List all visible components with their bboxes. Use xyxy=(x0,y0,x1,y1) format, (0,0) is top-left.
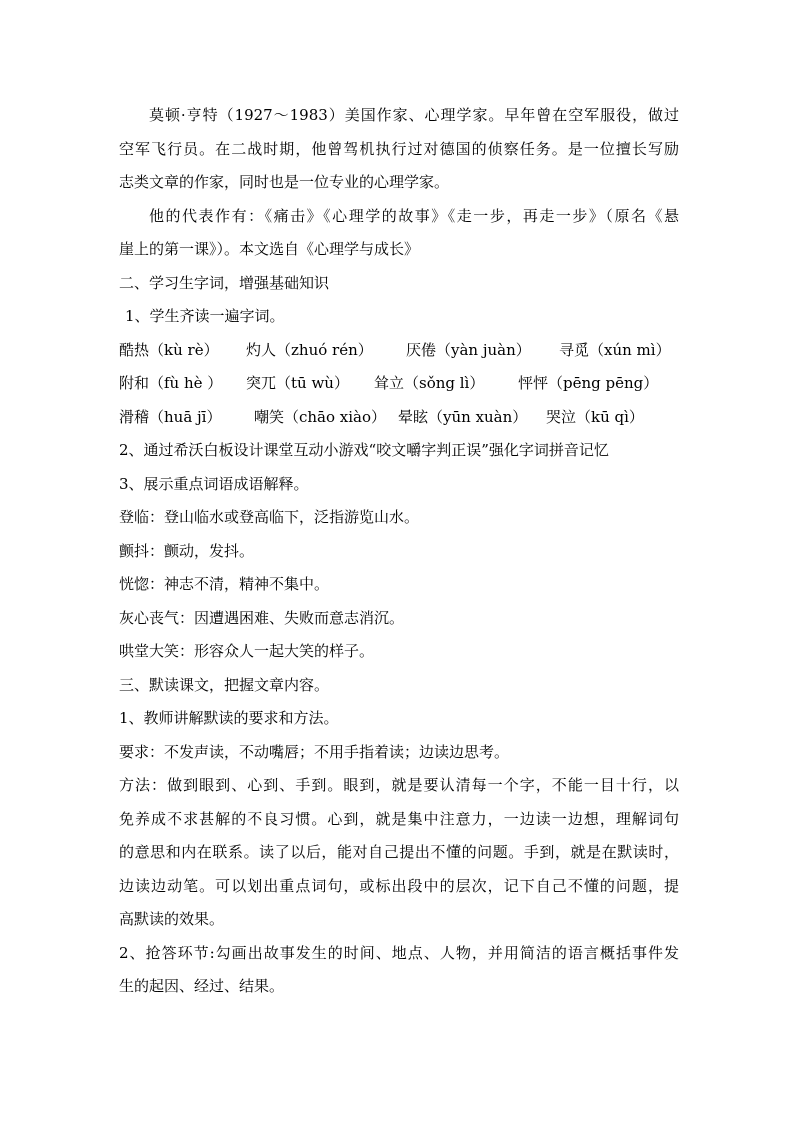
vocab-item: 晕眩（yūn xuàn） xyxy=(398,407,528,426)
method-paragraph-line: 高默读的效果。 xyxy=(119,910,225,928)
step-text: 1、学生齐读一遍字词。 xyxy=(125,307,285,325)
definition-item: 灰心丧气：因遭遇困难、失败而意志消沉。 xyxy=(119,608,405,627)
vocab-item: 嘲笑（chāo xiào） xyxy=(254,407,387,426)
quiz-step-line: 2、抢答环节:勾画出故事发生的时间、地点、人物，并用简洁的语言概括事件发 xyxy=(119,943,679,962)
definition-item: 登临：登山临水或登高临下，泛指游览山水。 xyxy=(119,508,420,526)
section-heading: 三、默读课文，把握文章内容。 xyxy=(119,675,330,694)
works-paragraph-line: 他的代表作有：《痛击》《心理学的故事》《走一步，再走一步》（原名《悬 xyxy=(149,206,679,225)
definition-item: 哄堂大笑：形容众人一起大笑的样子。 xyxy=(119,642,375,660)
vocab-item: 灼人（zhuó rén） xyxy=(246,340,373,359)
vocab-item: 怦怦（pēng pēng） xyxy=(518,374,659,392)
section-heading: 二、学习生字词，增强基础知识 xyxy=(119,273,330,292)
step-text: 1、教师讲解默读的要求和方法。 xyxy=(119,709,339,727)
quiz-step-line: 生的起因、经过、结果。 xyxy=(119,977,285,995)
works-paragraph-line: 崖上的第一课》）。本文选自《心理学与成长》 xyxy=(119,240,420,258)
intro-paragraph-line: 莫顿·亨特（1927～1983）美国作家、心理学家。早年曾在空军服役，做过 xyxy=(149,106,679,124)
method-paragraph-line: 的意思和内在联系。读了以后，能对自己提出不懂的问题。手到，就是在默读时， xyxy=(119,843,679,861)
vocab-item: 耸立（sǒng lì） xyxy=(374,374,485,392)
vocab-row xyxy=(119,334,679,368)
method-paragraph-line: 边读边动笔。可以划出重点词句，或标出段中的层次，记下自己不懂的问题，提 xyxy=(119,876,679,895)
document-body xyxy=(119,99,679,1004)
vocab-row xyxy=(119,401,679,435)
method-paragraph-line: 免养成不求甚解的不良习惯。心到，就是集中注意力，一边读一边想，理解词句 xyxy=(119,809,679,828)
definition-item: 恍惚：神志不清，精神不集中。 xyxy=(119,575,330,593)
step-text: 3、展示重点词语成语解释。 xyxy=(119,474,309,493)
requirement-text: 要求：不发声读，不动嘴唇；不用手指着读；边读边思考。 xyxy=(119,742,510,761)
vocab-item: 附和（fù hè ） xyxy=(119,374,223,392)
definition-item: 颤抖：颤动，发抖。 xyxy=(119,541,255,560)
vocab-item: 酷热（kù rè） xyxy=(119,340,219,359)
vocab-item: 突兀（tū wù） xyxy=(246,374,349,392)
vocab-item: 滑稽（huā jī） xyxy=(119,407,222,426)
vocab-row xyxy=(119,367,679,401)
intro-paragraph-line: 空军飞行员。在二战时期，他曾驾机执行过对德国的侦察任务。是一位擅长写励 xyxy=(119,139,679,158)
vocab-item: 寻觅（xún mì） xyxy=(559,340,671,359)
step-text: 2、通过希沃白板设计课堂互动小游戏“咬文嚼字判正误”强化字词拼音记忆 xyxy=(119,441,609,459)
vocab-item: 厌倦（yàn juàn） xyxy=(406,340,531,359)
intro-paragraph-line: 志类文章的作家，同时也是一位专业的心理学家。 xyxy=(119,173,450,191)
vocab-item: 哭泣（kū qì） xyxy=(546,407,644,426)
method-paragraph-line: 方法：做到眼到、心到、手到。眼到，就是要认清每一个字，不能一目十行，以 xyxy=(119,776,679,794)
